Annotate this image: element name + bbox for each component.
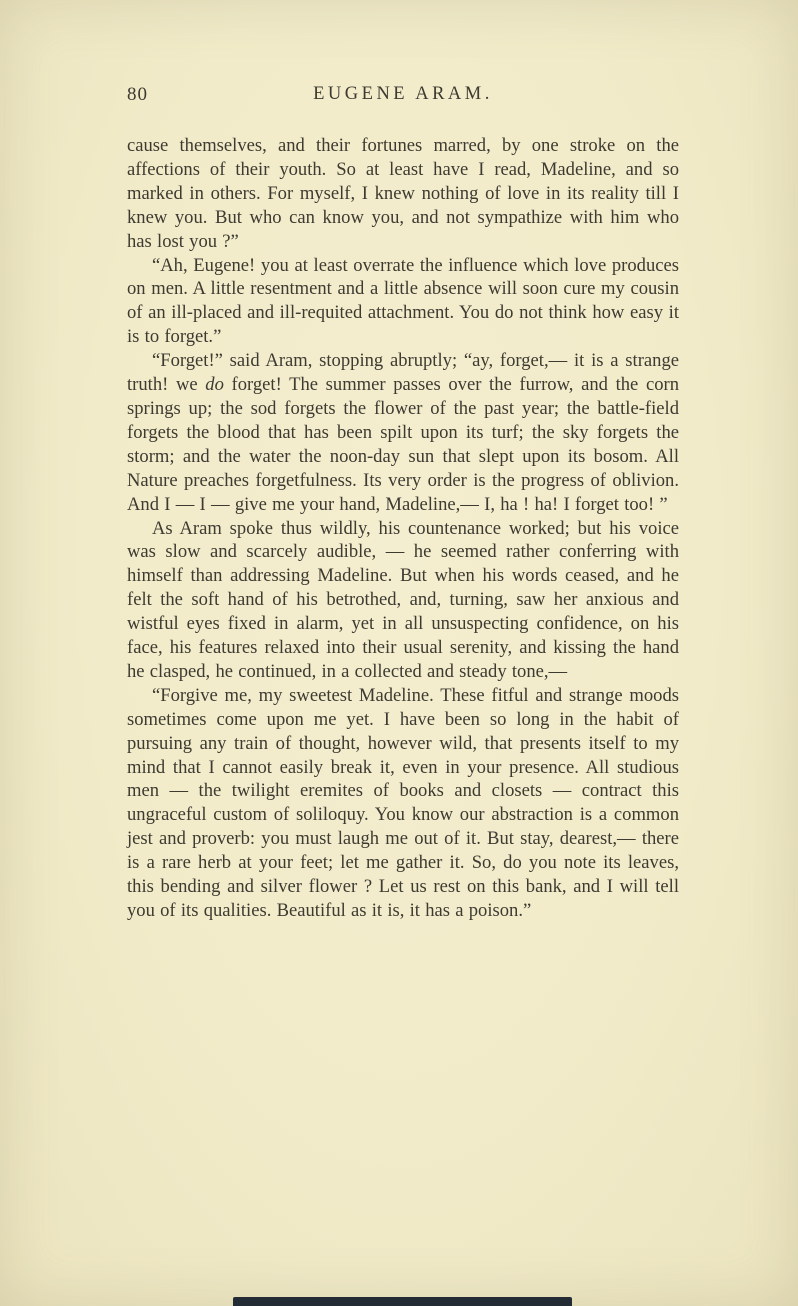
paragraph: [127, 254, 679, 350]
scan-artifact-bar: [233, 1297, 572, 1306]
paragraph: [127, 349, 679, 516]
text-segment: “Forget!” said Aram, stopping abruptly; “ay, forget,— it is a strange truth! we: [127, 350, 679, 396]
italic-text: do: [205, 374, 224, 396]
text-segment: forget! The summer passes over the furrow, and the corn springs up; the sod forgets the flower of the past year; the battle-field forgets the blood that has been spilt upon its turf; the sky forgets the storm; and the water the noon-day sun that slept upon its bosom. All Nature preaches forgetfulness. Its very order is the progress of oblivion. And I — I — give me your hand, Madeline,— I, ha ! ha! I forget too! ”: [127, 374, 679, 515]
page-number: 80: [127, 84, 148, 105]
text-segment: “Ah, Eugene! you at least overrate the influence which love produces on men. A little resentment and a little absence will soon cure my cousin of an ill-placed and ill-requited attachment. You do not think how easy it is to forget.”: [127, 254, 679, 348]
body-text-block: [127, 134, 679, 923]
page-header: [127, 84, 679, 110]
text-segment: “Forgive me, my sweetest Madeline. These fitful and strange moods sometimes come upon me yet. I have been so long in the habit of pursuing any train of thought, however wild, that presents itself to my mind that I cannot easily break it, even in your presence. All studious men — the twilight eremites of books and closets — contract this ungraceful custom of soliloquy. You know our abstraction is a common jest and proverb: you must laugh me out of it. But stay, dearest,— there is a rare herb at your feet; let me gather it. So, do you note its leaves, this bending and silver flower ? Let us rest on this bank, and I will tell you of its qualities. Beautiful as it is, it has a poison.”: [127, 684, 679, 921]
text-segment: As Aram spoke thus wildly, his countenance worked; but his voice was slow and scarcely audible, — he seemed rather conferring with himself than addressing Madeline. But when his words ceased, and he felt the soft hand of his betrothed, and, turning, saw her anxious and wistful eyes fixed in alarm, yet in all unsuspecting confidence, on his face, his features relaxed into their usual serenity, and kissing the hand he clasped, he continued, in a collected and steady tone,—: [127, 517, 679, 682]
paragraph: [127, 517, 679, 684]
paragraph: [127, 684, 679, 923]
running-header-title: EUGENE ARAM.: [313, 84, 493, 104]
text-segment: cause themselves, and their fortunes marred, by one stroke on the affections of their youth. So at least have I read, Madeline, and so marked in others. For myself, I knew nothing of love in its reality till I knew you. But who can know you, and not sympathize with him who has lost you ?”: [127, 135, 679, 252]
paragraph: [127, 134, 679, 254]
